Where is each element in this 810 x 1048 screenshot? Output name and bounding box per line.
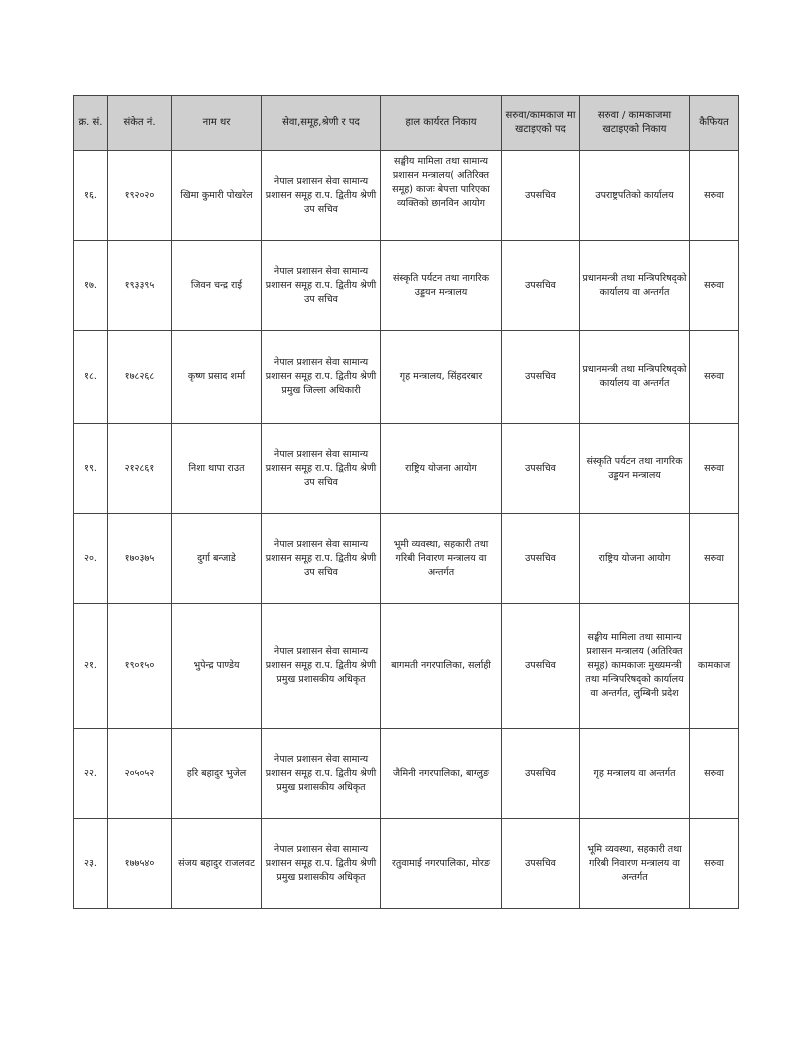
- cell-name: दुर्गा बन्जाडे: [172, 514, 262, 604]
- table-row: [74, 331, 739, 424]
- cell-service: नेपाल प्रशासन सेवा सामान्य प्रशासन समूह रा.प. द्वितीय श्रेणी प्रमुख प्रशासकीय अधिकृत: [262, 604, 381, 729]
- header-post: सरुवा/कामकाज मा खटाइएको पद: [502, 96, 580, 151]
- cell-post: उपसचिव: [502, 151, 580, 241]
- table-row: [74, 151, 739, 241]
- cell-current-office: गृह मन्त्रालय, सिंहदरबार: [381, 331, 502, 424]
- cell-remarks: सरुवा: [690, 729, 739, 819]
- cell-remarks: सरुवा: [690, 331, 739, 424]
- cell-sn: १७.: [74, 241, 108, 331]
- cell-new-office: भूमि व्यवस्था, सहकारी तथा गरिबी निवारण मन्त्रालय वा अन्तर्गत: [580, 819, 690, 909]
- cell-new-office: सङ्घीय मामिला तथा सामान्य प्रशासन मन्त्रालय (अतिरिक्त समूह) कामकाजः मुख्यमन्त्री तथा मन्त्रिपरिषद्को कार्यालय वा अन्तर्गत, लुम्बिनी प्रदेश: [580, 604, 690, 729]
- cell-new-office: उपराष्ट्रपतिको कार्यालय: [580, 151, 690, 241]
- cell-post: उपसचिव: [502, 331, 580, 424]
- cell-new-office: राष्ट्रिय योजना आयोग: [580, 514, 690, 604]
- cell-sn: १६.: [74, 151, 108, 241]
- cell-sn: २०.: [74, 514, 108, 604]
- transfer-table: [73, 95, 739, 909]
- cell-current-office: रतुवामाई नगरपालिका, मोरङ: [381, 819, 502, 909]
- table-row: [74, 729, 739, 819]
- cell-current-office: सङ्घीय मामिला तथा सामान्य प्रशासन मन्त्रालय( अतिरिक्त समूह) काजः बेपत्ता पारिएका व्यक्तिको छानविन आयोग: [381, 151, 502, 241]
- cell-name: भुपेन्द्र पाण्डेय: [172, 604, 262, 729]
- cell-post: उपसचिव: [502, 241, 580, 331]
- cell-post: उपसचिव: [502, 729, 580, 819]
- cell-remarks: सरुवा: [690, 151, 739, 241]
- cell-code: २०५०५२: [108, 729, 172, 819]
- cell-post: उपसचिव: [502, 514, 580, 604]
- header-new-office: सरुवा / कामकाजमा खटाइएको निकाय: [580, 96, 690, 151]
- cell-current-office: संस्कृति पर्यटन तथा नागरिक उड्डयन मन्त्रालय: [381, 241, 502, 331]
- cell-new-office: संस्कृति पर्यटन तथा नागरिक उड्डयन मन्त्रालय: [580, 424, 690, 514]
- table-header-row: [74, 96, 739, 151]
- cell-name: कृष्ण प्रसाद शर्मा: [172, 331, 262, 424]
- cell-remarks: सरुवा: [690, 819, 739, 909]
- table-row: [74, 514, 739, 604]
- cell-current-office: बागमती नगरपालिका, सर्लाही: [381, 604, 502, 729]
- header-code: संकेत नं.: [108, 96, 172, 151]
- cell-service: नेपाल प्रशासन सेवा सामान्य प्रशासन समूह रा.प. द्वितीय श्रेणी उप सचिव: [262, 151, 381, 241]
- cell-current-office: भूमी व्यवस्था, सहकारी तथा गरिबी निवारण मन्त्रालय वा अन्तर्गत: [381, 514, 502, 604]
- table-row: [74, 604, 739, 729]
- header-service: सेवा,समूह,श्रेणी र पद: [262, 96, 381, 151]
- cell-sn: २२.: [74, 729, 108, 819]
- cell-service: नेपाल प्रशासन सेवा सामान्य प्रशासन समूह रा.प. द्वितीय श्रेणी प्रमुख प्रशासकीय अधिकृत: [262, 819, 381, 909]
- cell-code: १९०१५०: [108, 604, 172, 729]
- cell-new-office: प्रधानमन्त्री तथा मन्त्रिपरिषद्को कार्यालय वा अन्तर्गत: [580, 241, 690, 331]
- cell-service: नेपाल प्रशासन सेवा सामान्य प्रशासन समूह रा.प. द्वितीय श्रेणी प्रमुख जिल्ला अधिकारी: [262, 331, 381, 424]
- cell-remarks: सरुवा: [690, 514, 739, 604]
- header-name: नाम थर: [172, 96, 262, 151]
- cell-remarks: सरुवा: [690, 241, 739, 331]
- cell-sn: २१.: [74, 604, 108, 729]
- cell-name: हरि बहादुर भुजेल: [172, 729, 262, 819]
- cell-new-office: गृह मन्त्रालय वा अन्तर्गत: [580, 729, 690, 819]
- table-row: [74, 819, 739, 909]
- table-row: [74, 241, 739, 331]
- cell-post: उपसचिव: [502, 424, 580, 514]
- cell-sn: १९.: [74, 424, 108, 514]
- cell-code: १९३३९५: [108, 241, 172, 331]
- cell-name: खिमा कुमारी पोखरेल: [172, 151, 262, 241]
- cell-service: नेपाल प्रशासन सेवा सामान्य प्रशासन समूह रा.प. द्वितीय श्रेणी प्रमुख प्रशासकीय अधिकृत: [262, 729, 381, 819]
- cell-sn: १८.: [74, 331, 108, 424]
- cell-current-office: जैमिनी नगरपालिका, बाग्लुङ: [381, 729, 502, 819]
- cell-name: निशा थापा राउत: [172, 424, 262, 514]
- cell-post: उपसचिव: [502, 604, 580, 729]
- header-sn: क्र. सं.: [74, 96, 108, 151]
- cell-code: १९२०२०: [108, 151, 172, 241]
- cell-service: नेपाल प्रशासन सेवा सामान्य प्रशासन समूह रा.प. द्वितीय श्रेणी उप सचिव: [262, 424, 381, 514]
- cell-service: नेपाल प्रशासन सेवा सामान्य प्रशासन समूह रा.प. द्वितीय श्रेणी उप सचिव: [262, 241, 381, 331]
- cell-code: २१२८६१: [108, 424, 172, 514]
- cell-sn: २३.: [74, 819, 108, 909]
- header-remarks: कैफियत: [690, 96, 739, 151]
- cell-name: जिवन चन्द्र राई: [172, 241, 262, 331]
- cell-remarks: सरुवा: [690, 424, 739, 514]
- table-row: [74, 424, 739, 514]
- cell-service: नेपाल प्रशासन सेवा सामान्य प्रशासन समूह रा.प. द्वितीय श्रेणी उप सचिव: [262, 514, 381, 604]
- cell-name: संजय बहादुर राजलवट: [172, 819, 262, 909]
- transfer-list-sheet: [73, 95, 738, 909]
- cell-new-office: प्रधानमन्त्री तथा मन्त्रिपरिषद्को कार्यालय वा अन्तर्गत: [580, 331, 690, 424]
- cell-code: १७०३७५: [108, 514, 172, 604]
- cell-code: १७८२६८: [108, 331, 172, 424]
- cell-code: १७७५४०: [108, 819, 172, 909]
- cell-current-office: राष्ट्रिय योजना आयोग: [381, 424, 502, 514]
- cell-remarks: कामकाज: [690, 604, 739, 729]
- header-current-office: हाल कार्यरत निकाय: [381, 96, 502, 151]
- cell-post: उपसचिव: [502, 819, 580, 909]
